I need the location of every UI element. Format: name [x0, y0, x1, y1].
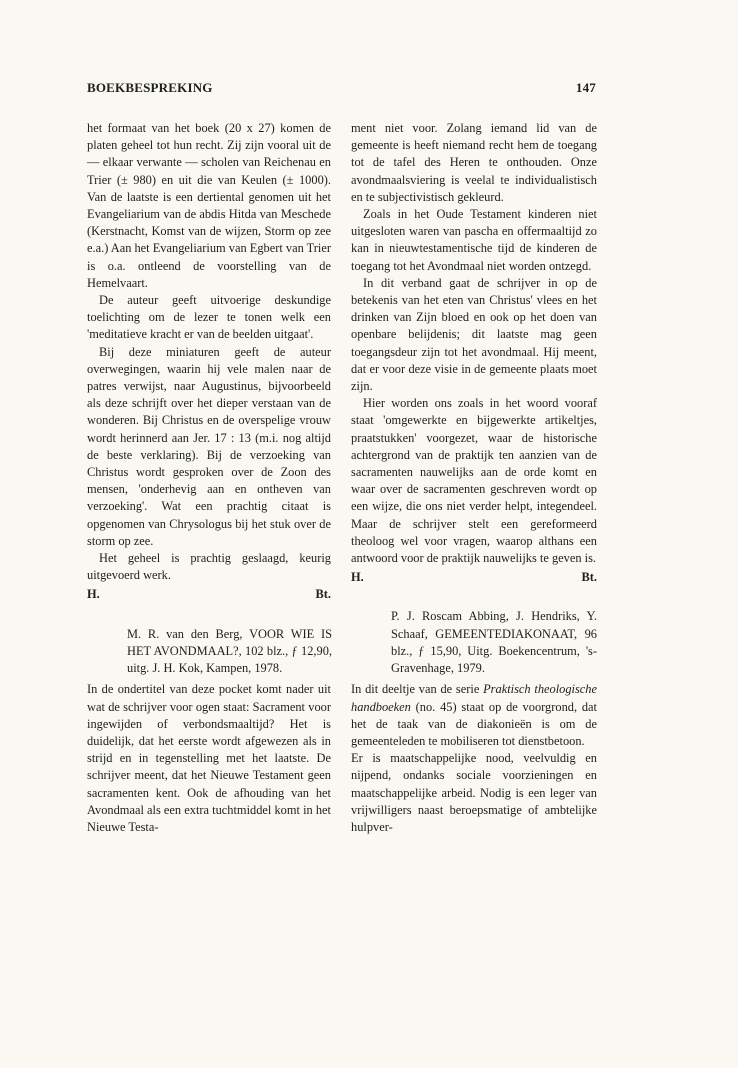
- left-column: [87, 120, 331, 836]
- running-header: [87, 80, 596, 96]
- paragraph-text: (no. 45) staat op de voorgrond, dat het de taak van de diakonieën is om de gemeenteleden te mobiliseren tot dienstbetoon.: [351, 699, 597, 748]
- series-title: Praktisch theologische handboeken: [351, 682, 598, 714]
- paragraph: Er is maatschappelijke nood, veelvuldig en nijpend, ondanks sociale voorzieningen en maatschappelijke arbeid. Nodig is een leger van vrijwilligers naast beroepsmatige of ambtelijke hulpver-: [351, 751, 597, 834]
- paragraph: het formaat van het boek (20 x 27) komen de platen geheel tot hun recht. Zij zijn vooral uit de — elkaar verwante — scholen van Reichenau en Trier (± 980) en uit die van Keulen (± 1000). Van de laatste is een dertiental genomen uit het Evangeliarium van de abdis Hitda van Meschede (Kerstnacht, Komst van de wijzen, Storm op zee e.a.) Aan het Evangeliarium van Egbert van Trier is o.a. ontleend de voorstelling van de Hemelvaart.: [87, 121, 331, 290]
- paragraph: Het geheel is prachtig geslaagd, keurig uitgevoerd werk.: [87, 551, 331, 583]
- paragraph: [351, 681, 597, 750]
- signature-abbrev: Bt.: [581, 570, 597, 585]
- page-number: 147: [575, 80, 596, 95]
- paragraph-text: In dit deeltje van de serie: [351, 682, 484, 697]
- book-reference: M. R. van den Berg, VOOR WIE IS HET AVONDMAAL?, 102 blz., ƒ 12,90, uitg. J. H. Kok, Kampen, 1978.: [127, 626, 332, 676]
- signature-initial: H.: [351, 570, 364, 585]
- paragraph: Hier worden ons zoals in het woord vooraf staat 'omgewerkte en bijgewerkte artikeltjes, praatstukken' voorgezet, waar de historische achtergrond van de praktijk ten aanzien van de sacramenten nauwelijks aan de orde komt en waar over de sacramenten geschreven wordt op een wijze, die ons niet verder helpt, integendeel. Maar de schrijver stelt een gereformeerd theoloog wel voor vragen, waarop althans een antwoord voor de praktijk nauwelijks te geven is.: [351, 396, 597, 566]
- paragraph: Zoals in het Oude Testament kinderen niet uitgesloten waren van pascha en offermaaltijd zo kan in nieuwtestamentische tijd de kinderen de toegang tot het Avondmaal niet worden ontzegd.: [351, 207, 597, 273]
- reviewer-signature: [87, 586, 331, 603]
- paragraph: ment niet voor. Zolang iemand lid van de gemeente is heeft niemand recht hem de toegang tot de tafel des Heren te onthouden. Onze avondmaalsviering is veelal te individualistisch en te subjectivistisch gekleurd.: [351, 121, 597, 204]
- signature-abbrev: Bt.: [315, 587, 331, 602]
- section-title: BOEKBESPREKING: [87, 80, 213, 95]
- signature-initial: H.: [87, 587, 100, 602]
- paragraph: In dit verband gaat de schrijver in op de betekenis van het eten van Christus' vlees en het drinken van Zijn bloed en ook op het doen van openbare belijdenis; dit laatste mag geen toegangsdeur zijn tot het avondmaal. Hij meent, dat er voor deze visie in de gemeente plaats moet zijn.: [351, 275, 597, 394]
- right-column: [351, 120, 597, 836]
- paragraph: Bij deze miniaturen geeft de auteur overwegingen, waarin hij vele malen naar de patres verwijst, naar Augustinus, bijvoorbeeld als deze schrijft over het dieper verstaan van de wonderen. Bij Christus en de overspelige vrouw wordt herinnerd aan Jer. 17 : 13 (m.i. nog altijd de beste verklaring). Bij de verzoeking van Christus wordt gesproken over de Zoon des mensen, 'onderhevig aan en ontheven van verzoeking'. Wat een prachtig citaat is opgenomen van Chrysologus bij het stuk over de storm op zee.: [87, 344, 331, 548]
- paragraph: In de ondertitel van deze pocket komt nader uit wat de schrijver voor ogen staat: Sacrament voor ingewijden of verbondsmaaltijd? Het is duidelijk, dat het eerste wordt afgewezen als in strijd en in tegenstelling met het laatste. De schrijver meent, dat het Nieuwe Testament geen sacramenten kent. Ook de afhouding van het Avondmaal als een extra tuchtmiddel komt in het Nieuwe Testa-: [87, 682, 331, 834]
- paragraph: De auteur geeft uitvoerige deskundige toelichting om de lezer te tonen welk een 'meditatieve kracht er van de beelden uitgaat'.: [87, 293, 331, 342]
- reviewer-signature: [351, 569, 597, 586]
- book-reference: P. J. Roscam Abbing, J. Hendriks, Y. Schaaf, GEMEENTEDIAKONAAT, 96 blz., ƒ 15,90, Uitg. Boekencentrum, 's-Gravenhage, 1979.: [391, 609, 597, 676]
